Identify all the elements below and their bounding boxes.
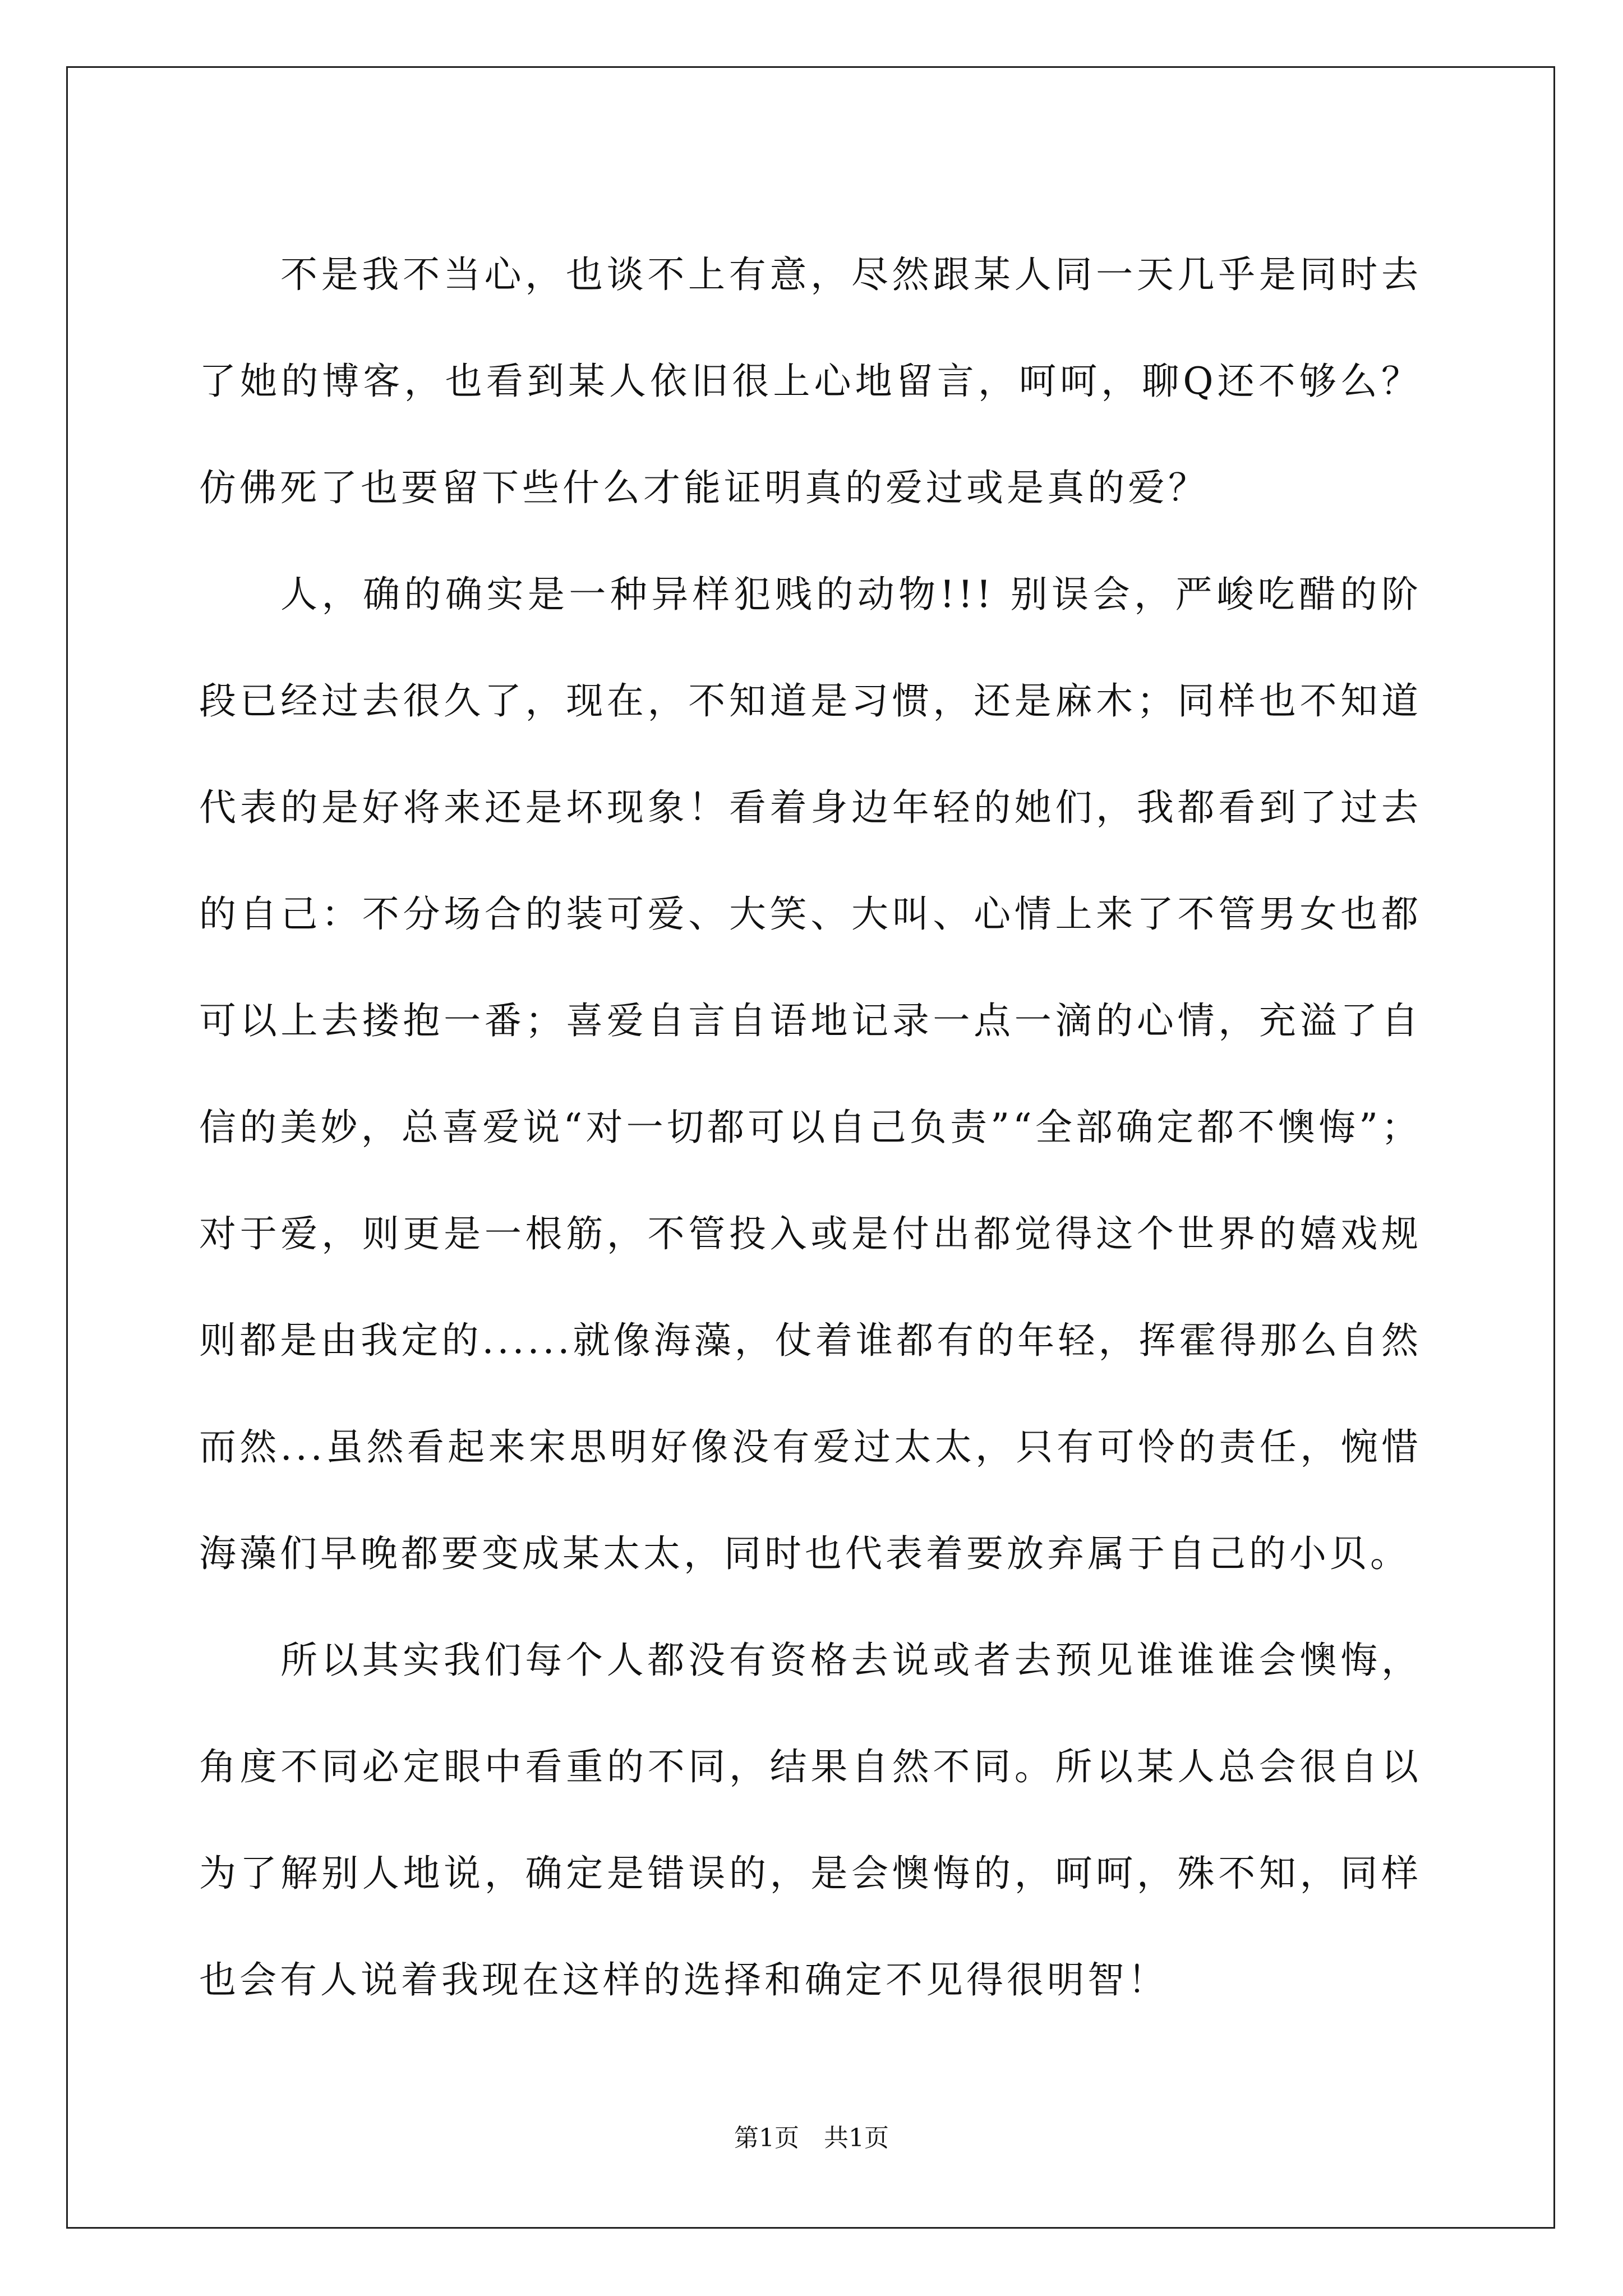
- document-body: [199, 222, 1422, 2033]
- page-footer: 第1页 共1页: [734, 2124, 889, 2152]
- paragraph: 人，确的确实是一种异样犯贱的动物!!! 别误会，严峻吃醋的阶段已经过去很久了，现在，不知道是习惯，还是麻木；同样也不知道代表的是好将来还是坏现象！看着身边年轻的她们，我都看到了过去的自己：不分场合的装可爱、大笑、大叫、心情上来了不管男女也都可以上去搂抱一番；喜爱自言自语地记录一点一滴的心情，充溢了自信的美妙，总喜爱说“对一切都可以自己负责”“全部确定都不懊悔”；对于爱，则更是一根筋，不管投入或是付出都觉得这个世界的嬉戏规则都是由我定的......就像海藻，仗着谁都有的年轻，挥霍得那么自然而然...虽然看起来宋思明好像没有爱过太太，只有可怜的责任，惋惜海藻们早晚都要变成某太太，同时也代表着要放弃属于自己的小贝。: [199, 573, 1422, 1575]
- paragraph: 所以其实我们每个人都没有资格去说或者去预见谁谁谁会懊悔，角度不同必定眼中看重的不同，结果自然不同。所以某人总会很自以为了解别人地说，确定是错误的，是会懊悔的，呵呵，殊不知，同样也会有人说着我现在这样的选择和确定不见得很明智！: [199, 1639, 1422, 2001]
- paragraph: 不是我不当心，也谈不上有意，尽然跟某人同一天几乎是同时去了她的博客，也看到某人依旧很上心地留言，呵呵，聊Q还不够么？仿佛死了也要留下些什么才能证明真的爱过或是真的爱？: [199, 253, 1422, 509]
